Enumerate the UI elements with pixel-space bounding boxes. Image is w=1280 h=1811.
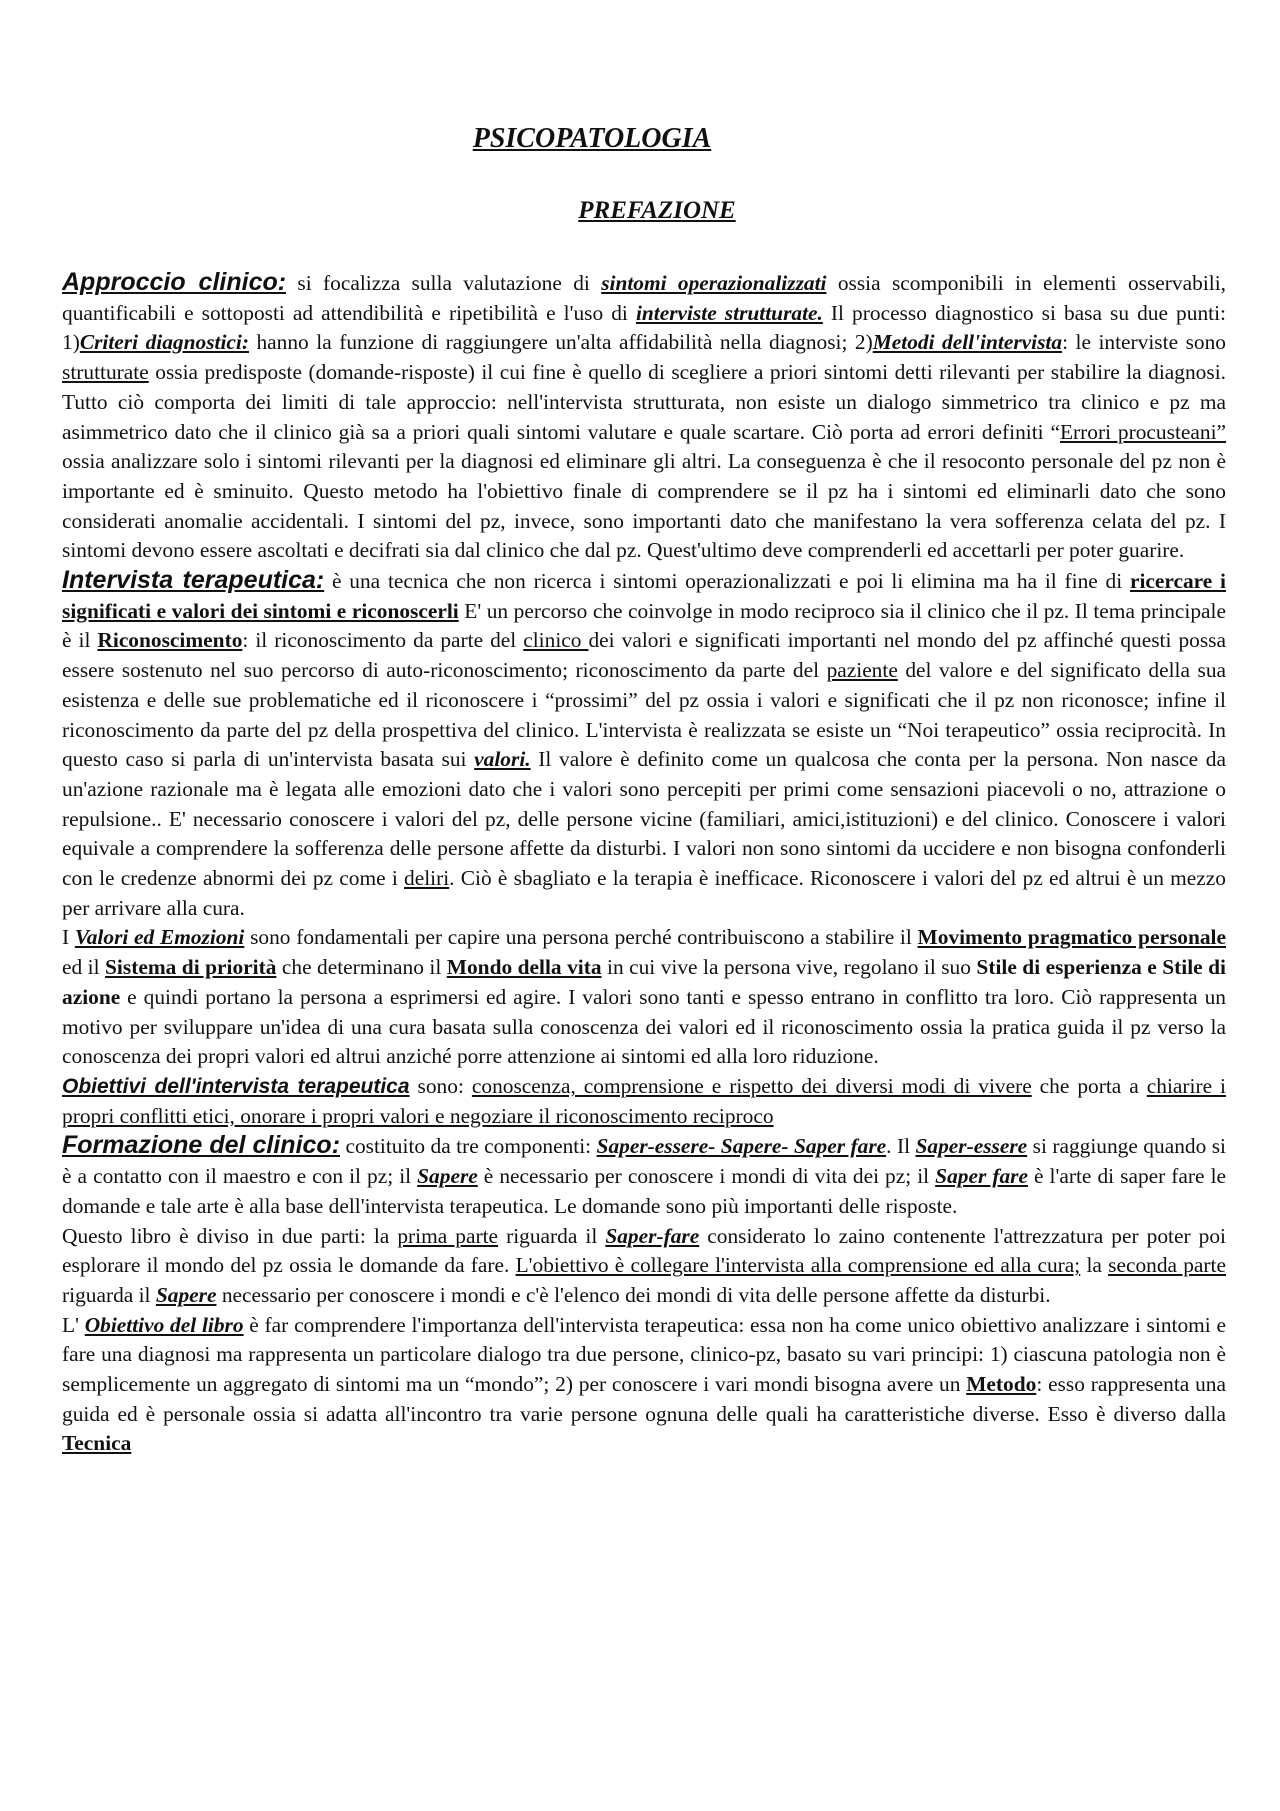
underline-span: L'obiettivo è collegare l'intervista alla comprensione ed alla cura; [515, 1253, 1081, 1278]
emphasis-span: ricercare i significati e valori dei sintomi e riconoscerli [62, 569, 1226, 623]
paragraph-approccio-clinico [62, 268, 1226, 566]
heading-approccio-clinico: Approccio clinico: [62, 268, 287, 296]
document-body [62, 268, 1226, 1459]
text-span: I [62, 925, 75, 950]
heading-obiettivi-intervista: Obiettivi dell'intervista terapeutica [62, 1074, 410, 1098]
emphasis-span: Sapere [417, 1164, 478, 1189]
emphasis-span: Sapere [155, 1282, 217, 1307]
underline-span: paziente [826, 658, 898, 683]
text-span: considerato lo zaino contenente l'attrezzatura per poter poi esplorare il mondo del pz ossia le domande da fare. [62, 1223, 1226, 1278]
emphasis-span: Criteri diagnostici: [79, 330, 249, 355]
paragraph-obiettivo-libro [62, 1311, 1226, 1460]
emphasis-span: sintomi operazionalizzati [601, 271, 827, 295]
bold-span: Stile di esperienza e Stile di azione [62, 955, 1226, 1009]
text-span: ossia predisposte (domande-risposte) il cui fine è quello di scegliere a priori sintomi detti rilevanti per stabilire la diagnosi. Tutto ciò comporta dei limiti di tale approccio: nell'intervista strutturata, non esiste un dialogo simmetrico tra clinico e pz ma asimmetrico dato che il clinico già sa a priori quali sintomi valutare e quale scartare. Ciò porta ad errori definiti “ [62, 360, 1226, 444]
underline-span: chiarire i propri conflitti etici, onorare i propri valori e negoziare il riconoscimento reciproco [62, 1073, 1226, 1128]
paragraph-intervista-terapeutica [62, 566, 1226, 923]
text-span: . Ciò è sbagliato e la terapia è inefficace. Riconoscere i valori del pz ed altrui è un mezzo per arrivare alla cura. [62, 866, 1226, 920]
emphasis-span: Tecnica [62, 1431, 132, 1456]
underline-span: clinico [523, 628, 589, 653]
text-span: dei valori e significati importanti nel mondo del pz affinché questi possa essere sostenuto nel suo percorso di auto-riconoscimento; riconoscimento da parte del [62, 628, 1226, 683]
text-span: Il valore è definito come un qualcosa che conta per la persona. Non nasce da un'azione razionale ma è legata alle emozioni dato che i valori sono percepiti per primi come sensazioni piacevoli o no, attrazione o repulsione.. E' necessario conoscere i valori del pz, delle persone vicine (familiari, amici,istituzioni) e del clinico. Conoscere i valori equivale a comprendere la sofferenza delle persone affette da disturbi. I valori non sono sintomi da uccidere e non bisogna confonderli con le credenze abnormi dei pz come i [62, 747, 1226, 891]
text-span: è necessario per conoscere i mondi di vita dei pz; il [477, 1164, 936, 1189]
text-span: ossia analizzare solo i sintomi rilevanti per la diagnosi ed eliminare gli altri. La conseguenza è che il resoconto personale del pz non è importante ed è sminuito. Questo metodo ha l'obiettivo finale di comprendere se il pz ha i sintomi ed eliminarli dato che sono considerati anomalie accidentali. I sintomi del pz, invece, sono importanti dato che manifestano la vera sofferenza celata del pz. I sintomi devono essere ascoltati e decifrati sia dal clinico che dal pz. Quest'ultimo deve comprenderli ed accettarli per poter guarire. [62, 449, 1226, 563]
emphasis-span: Mondo della vita [446, 955, 602, 980]
emphasis-span: Metodo [966, 1372, 1037, 1397]
emphasis-span: Saper-fare [605, 1223, 700, 1248]
text-span: si focalizza sulla valutazione di [286, 271, 602, 295]
text-span: sono: [409, 1073, 472, 1098]
underline-span: Errori procusteani” [1059, 419, 1227, 444]
text-span: necessario per conoscere i mondi e c'è l'elenco dei mondi di vita delle persone affette da disturbi. [216, 1282, 1051, 1307]
text-span: che porta a [1031, 1073, 1147, 1098]
text-span: ossia scomponibili in elementi osservabili, quantificabili e sottoposti ad attendibilità e ripetibilità e l'uso di [62, 271, 1226, 325]
text-span: del valore e del significato della sua esistenza e delle sue problematiche ed il riconoscere i “prossimi” del pz ossia i valori e significati che il pz non riconosce; infine il riconoscimento da parte del pz della prospettiva del clinico. L'intervista è realizzata se esiste un “Noi terapeutico” ossia reciprocità. In questo caso si parla di un'intervista basata sui [62, 658, 1227, 772]
underline-span: strutturate [62, 360, 149, 385]
paragraph-valori-emozioni [62, 923, 1226, 1072]
text-span: costituito da tre componenti: [340, 1134, 597, 1159]
underline-span: deliri [404, 866, 450, 891]
emphasis-span: valori. [474, 747, 531, 772]
underline-span: seconda parte [1108, 1253, 1226, 1278]
text-span: si raggiunge quando si è a contatto con il maestro e con il pz; il [62, 1134, 1226, 1189]
text-span: è far comprendere l'importanza dell'intervista terapeutica: essa non ha come unico obiettivo analizzare i sintomi e fare una diagnosi ma rappresenta un particolare dialogo tra due persone, clinico-pz, basato su vari principi: 1) ciascuna patologia non è semplicemente un aggregato di sintomi ma un “mondo”; 2) per conoscere i vari mondi bisogna avere un [62, 1312, 1226, 1397]
text-span: la [1080, 1253, 1109, 1278]
text-span: E' un percorso che coinvolge in modo reciproco sia il clinico che il pz. Il tema principale è il [62, 598, 1226, 653]
text-span: in cui vive la persona vive, regolano il suo [601, 955, 977, 980]
emphasis-span: Sistema di priorità [105, 955, 277, 980]
text-span: . Il [886, 1134, 916, 1159]
underline-span: prima parte [397, 1223, 499, 1248]
text-span: riguarda il [62, 1282, 156, 1307]
text-span: che determinano il [276, 955, 447, 980]
paragraph-obiettivi-intervista [62, 1072, 1226, 1131]
heading-intervista-terapeutica: Intervista terapeutica: [62, 566, 325, 595]
text-span: Questo libro è diviso in due parti: la [62, 1223, 398, 1248]
text-span: : esso rappresenta una guida ed è personale ossia si adatta all'incontro tra varie persone ognuna delle quali ha caratteristiche diverse. Esso è diverso dalla [62, 1372, 1226, 1426]
page-title: PSICOPATOLOGIA [472, 123, 712, 154]
text-span: : il riconoscimento da parte del [242, 628, 524, 653]
section-title: PREFAZIONE [578, 197, 736, 224]
text-span: : le interviste sono [1062, 330, 1226, 355]
emphasis-span: Saper-essere [915, 1134, 1028, 1159]
text-span: è una tecnica che non ricerca i sintomi operazionalizzati e poi li elimina ma ha il fine di [324, 569, 1130, 594]
emphasis-span: interviste strutturate. [635, 300, 823, 325]
emphasis-span: Movimento pragmatico personale [917, 925, 1226, 950]
paragraph-formazione-clinico [62, 1131, 1226, 1221]
emphasis-span: Saper fare [935, 1164, 1028, 1189]
text-span: è l'arte di saper fare le domande e tale arte è alla base dell'intervista terapeutica. Le domande sono più importanti delle risposte. [62, 1164, 1227, 1218]
emphasis-span: Valori ed Emozioni [74, 925, 245, 950]
heading-formazione-clinico: Formazione del clinico: [62, 1131, 341, 1160]
text-span: Il processo diagnostico si basa su due punti: 1) [62, 300, 1226, 355]
text-span: hanno la funzione di raggiungere un'alta affidabilità nella diagnosi; 2) [248, 330, 873, 355]
text-span: e quindi portano la persona a esprimersi ed agire. I valori sono tanti e spesso entrano in conflitto tra loro. Ciò rappresenta un motivo per sviluppare un'idea di una cura basata sulla conoscenza dei valori ed il riconoscimento ossia la pratica guida il pz verso la conoscenza dei propri valori ed altrui anziché porre attenzione ai sintomi ed alla loro riduzione. [62, 984, 1226, 1069]
text-span: L' [62, 1312, 85, 1337]
paragraph-struttura-libro [62, 1222, 1226, 1311]
text-span: sono fondamentali per capire una persona perché contribuiscono a stabilire il [244, 925, 918, 950]
text-span: ed il [62, 955, 106, 980]
text-span: riguarda il [498, 1223, 606, 1248]
emphasis-span: Metodi dell'intervista [872, 330, 1063, 355]
underline-span: conoscenza, comprensione e rispetto dei diversi modi di vivere [471, 1073, 1032, 1098]
emphasis-span: Obiettivo del libro [84, 1312, 244, 1337]
emphasis-span: Riconoscimento [97, 628, 243, 653]
emphasis-span: Saper-essere- Sapere- Saper fare [596, 1134, 887, 1159]
